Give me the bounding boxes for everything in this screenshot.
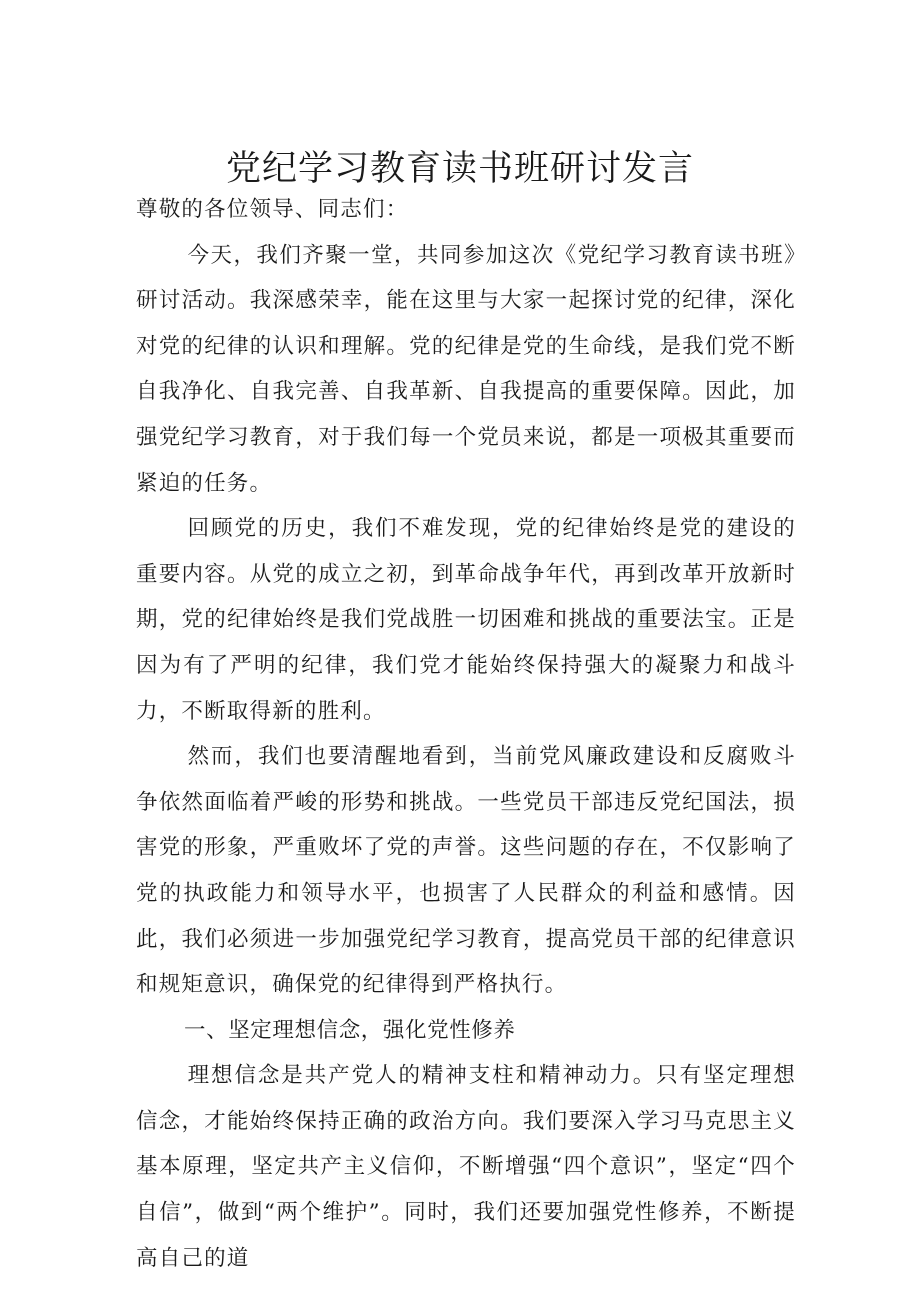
document-body <box>136 187 796 1281</box>
paragraph-history: 回顾党的历史，我们不难发现，党的纪律始终是党的建设的重要内容。从党的成立之初，到革命战争年代，再到改革开放新时期，党的纪律始终是我们党战胜一切困难和挑战的重要法宝。正是因为有了严明的纪律，我们党才能始终保持强大的凝聚力和战斗力，不断取得新的胜利。 <box>136 516 796 724</box>
section-heading-1: 一、坚定理想信念，强化党性修养 <box>184 1017 516 1043</box>
paragraph-section-1: 理想信念是共产党人的精神支柱和精神动力。只有坚定理想信念，才能始终保持正确的政治方向。我们要深入学习马克思主义基本原理，坚定共产主义信仰，不断增强“四个意识”，坚定“四个自信”，做到“两个维护”。同时，我们还要加强党性修养，不断提高自己的道 <box>136 1063 796 1271</box>
document-title: 党纪学习教育读书班研讨发言 <box>225 149 694 190</box>
paragraph-challenges: 然而，我们也要清醒地看到，当前党风廉政建设和反腐败斗争依然面临着严峻的形势和挑战。一些党员干部违反党纪国法，损害党的形象，严重败坏了党的声誉。这些问题的存在，不仅影响了党的执政能力和领导水平，也损害了人民群众的利益和感情。因此，我们必须进一步加强党纪学习教育，提高党员干部的纪律意识和规矩意识，确保党的纪律得到严格执行。 <box>136 744 796 998</box>
paragraph-opening: 今天，我们齐聚一堂，共同参加这次《党纪学习教育读书班》研讨活动。我深感荣幸，能在这里与大家一起探讨党的纪律，深化对党的纪律的认识和理解。党的纪律是党的生命线，是我们党不断自我净化、自我完善、自我革新、自我提高的重要保障。因此，加强党纪学习教育，对于我们每一个党员来说，都是一项极其重要而紧迫的任务。 <box>136 242 796 496</box>
salutation: 尊敬的各位领导、同志们： <box>136 197 409 222</box>
